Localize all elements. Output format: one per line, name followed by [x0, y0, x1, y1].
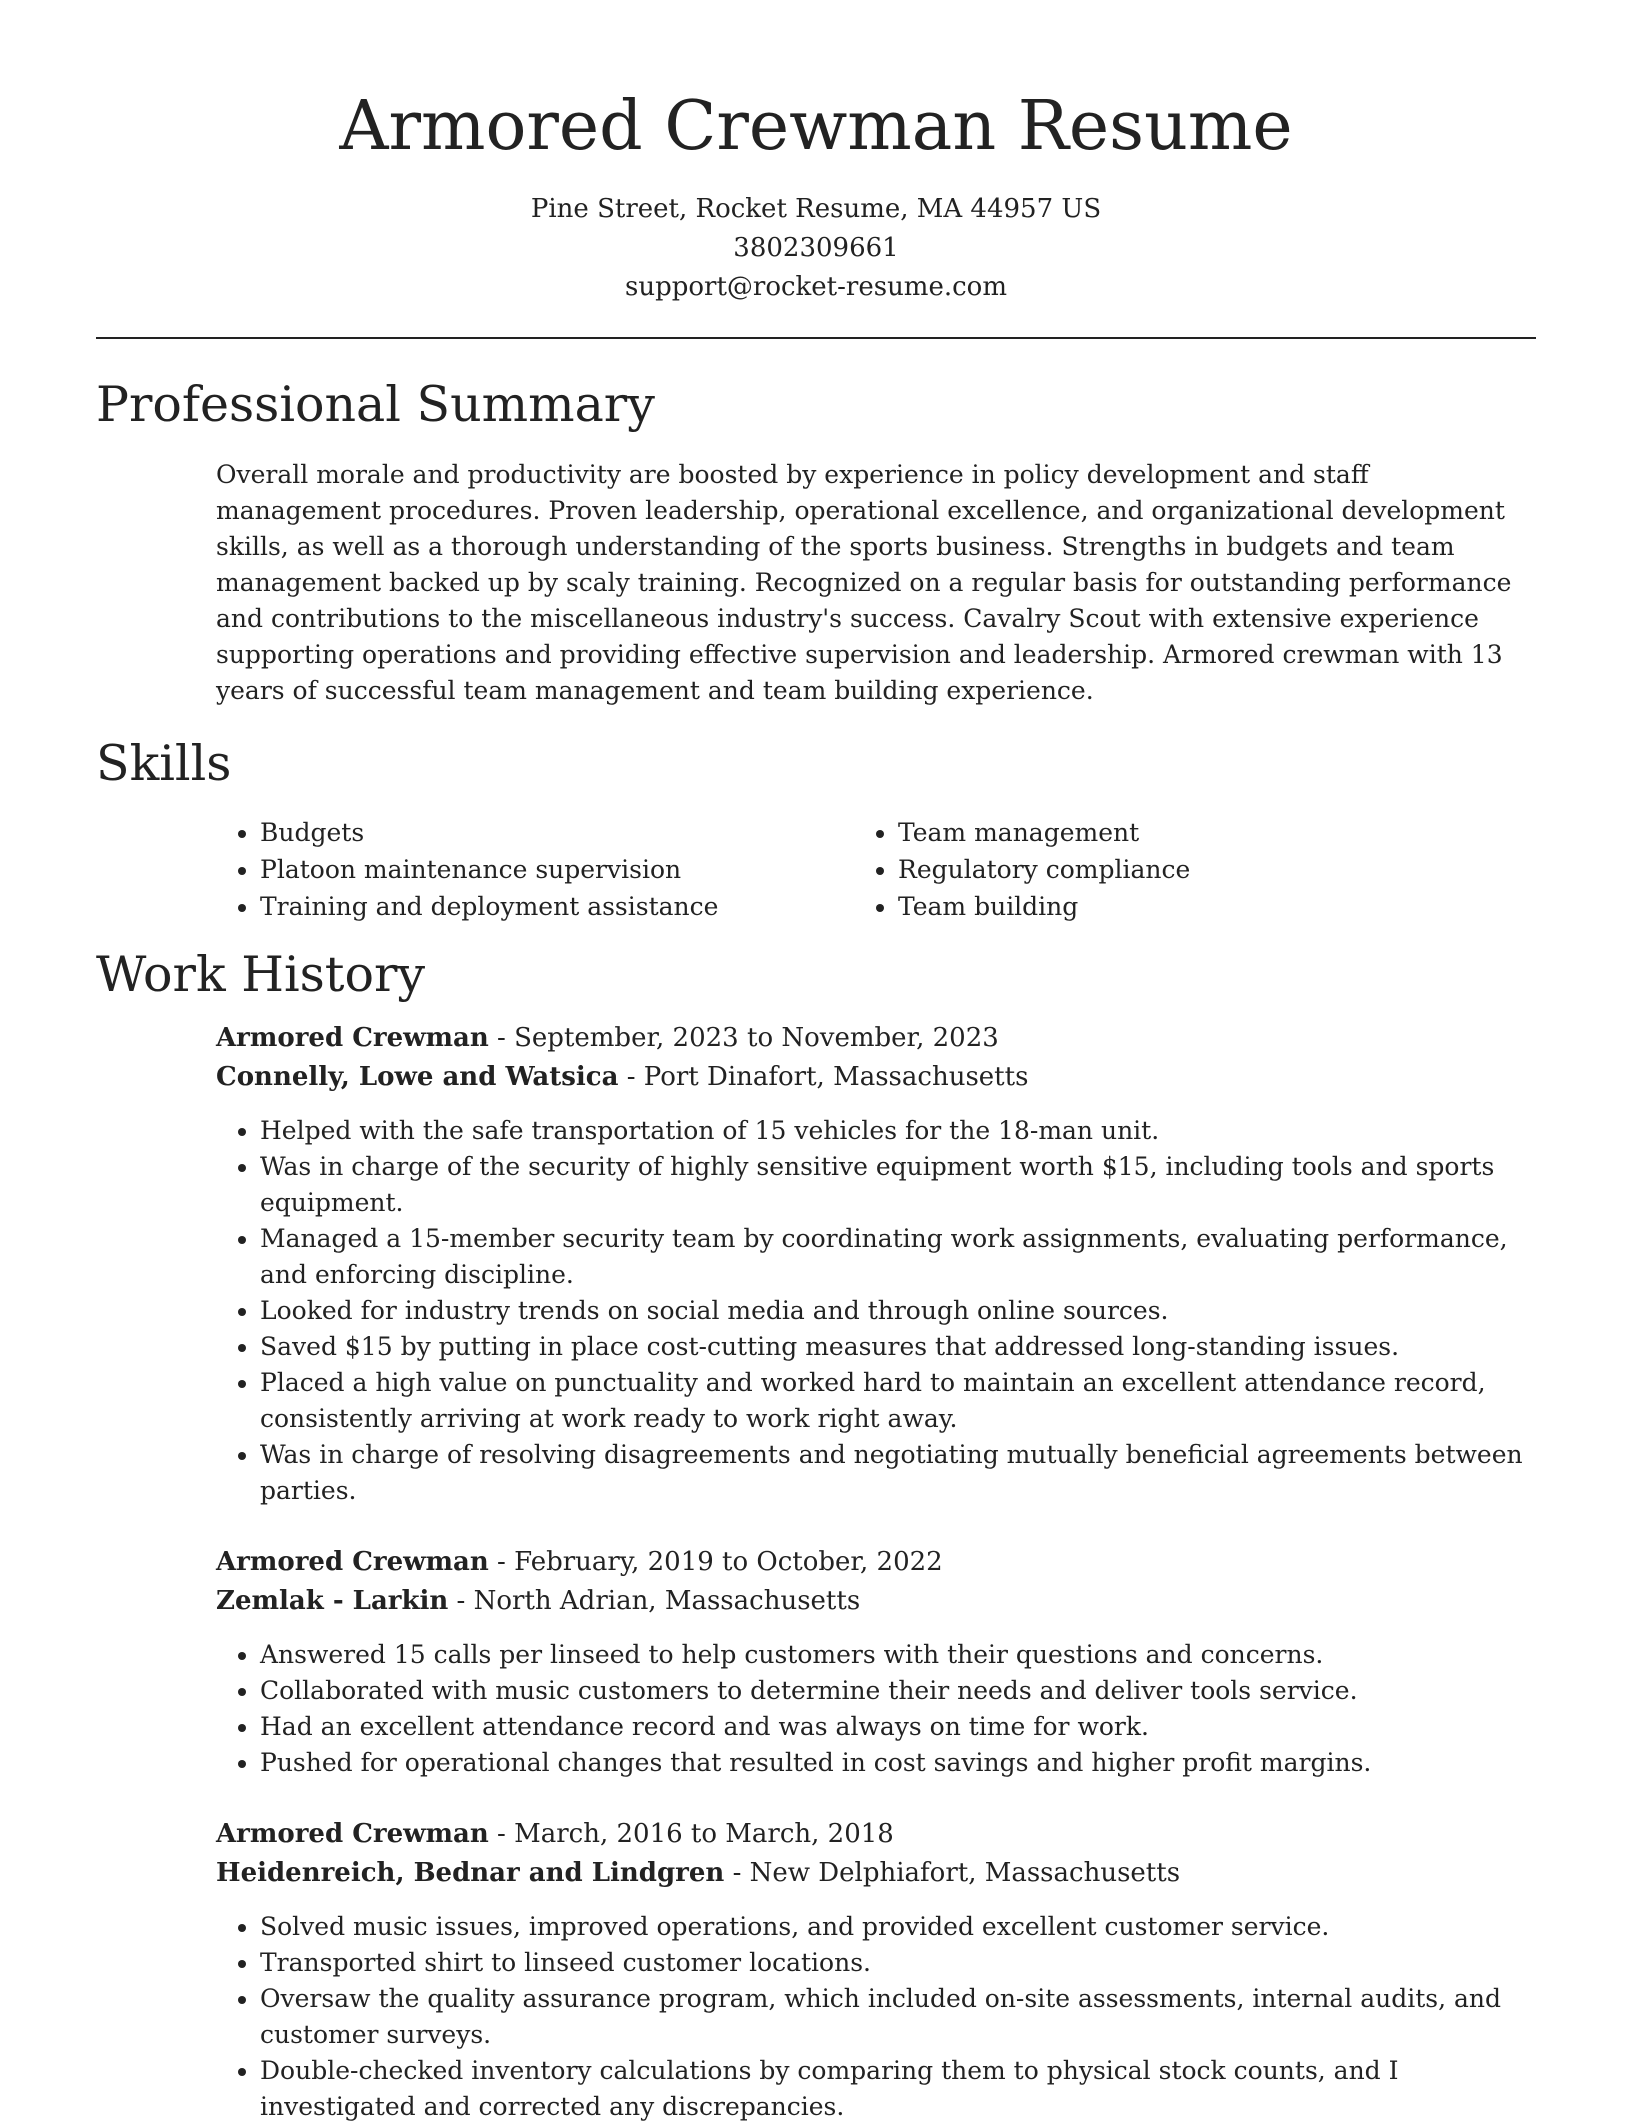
job-bullets	[216, 1113, 1536, 1509]
job-bullet: • Double-checked inventory calculations by comparing them to physical stock counts, and I investigated and corrected any discrepancies.	[260, 2053, 1536, 2125]
job-entry	[216, 1019, 1536, 1509]
job-bullets	[216, 1909, 1536, 2125]
skill-item: • Platoon maintenance supervision	[260, 851, 898, 888]
contact-email: support@rocket-resume.com	[624, 272, 1007, 302]
job-bullet: • Saved $15 by putting in place cost-cutting measures that addressed long-standing issues.	[260, 1329, 1536, 1365]
job-title-line	[216, 1815, 1536, 1854]
job-bullet: • Transported shirt to linseed customer locations.	[260, 1945, 1536, 1981]
job-bullet: • Helped with the safe transportation of 15 vehicles for the 18-man unit.	[260, 1113, 1536, 1149]
job-role: Armored Crewman	[216, 1023, 489, 1053]
skill-item: • Regulatory compliance	[898, 851, 1536, 888]
skills-column-1	[216, 814, 898, 925]
contact-block	[0, 190, 1632, 307]
job-bullets	[216, 1637, 1536, 1781]
contact-address: Pine Street, Rocket Resume, MA 44957 US	[530, 194, 1102, 224]
job-bullet: • Pushed for operational changes that resulted in cost savings and higher profit margins.	[260, 1745, 1536, 1781]
skill-item: • Team management	[898, 814, 1536, 851]
skill-item: • Team building	[898, 888, 1536, 925]
summary-heading: Professional Summary	[96, 376, 655, 433]
job-dates: - September, 2023 to November, 2023	[488, 1023, 999, 1053]
job-title-line	[216, 1543, 1536, 1582]
job-company-line	[216, 1058, 1536, 1097]
job-bullet: • Oversaw the quality assurance program, which included on-site assessments, internal audits, and customer surveys.	[260, 1981, 1536, 2053]
job-bullet: • Answered 15 calls per linseed to help customers with their questions and concerns.	[260, 1637, 1536, 1673]
skills-column-2	[898, 814, 1536, 925]
header-divider	[96, 337, 1536, 339]
work-heading: Work History	[96, 946, 426, 1003]
job-location: - New Delphiafort, Massachusetts	[724, 1858, 1181, 1888]
contact-phone: 3802309661	[733, 233, 899, 263]
job-bullet: • Had an excellent attendance record and was always on time for work.	[260, 1709, 1536, 1745]
job-title-line	[216, 1019, 1536, 1058]
job-bullet: • Managed a 15-member security team by coordinating work assignments, evaluating performance, and enforcing discipline.	[260, 1221, 1536, 1293]
skill-item: • Budgets	[260, 814, 898, 851]
job-role: Armored Crewman	[216, 1547, 489, 1577]
job-role: Armored Crewman	[216, 1819, 489, 1849]
resume-title: Armored Crewman Resume	[339, 87, 1293, 166]
job-company: Zemlak - Larkin	[216, 1586, 449, 1616]
job-company-line	[216, 1582, 1536, 1621]
job-company-line	[216, 1854, 1536, 1893]
summary-text: Overall morale and productivity are boosted by experience in policy development and staff management procedures. Proven leadership, operational excellence, and organizational development skills, as well as a thorough understanding of the sports business. Strengths in budgets and team management backed up by scaly training. Recognized on a regular basis for outstanding performance and contributions to the miscellaneous industry's success. Cavalry Scout with extensive experience supporting operations and providing effective supervision and leadership. Armored crewman with 13 years of successful team management and team building experience.	[216, 460, 1512, 705]
job-bullet: • Solved music issues, improved operations, and provided excellent customer service.	[260, 1909, 1536, 1945]
job-bullet: • Was in charge of the security of highly sensitive equipment worth $15, including tools and sports equipment.	[260, 1149, 1536, 1221]
job-bullet: • Collaborated with music customers to determine their needs and deliver tools service.	[260, 1673, 1536, 1709]
skill-item: • Training and deployment assistance	[260, 888, 898, 925]
job-dates: - March, 2016 to March, 2018	[488, 1819, 894, 1849]
work-section	[0, 945, 1632, 2125]
job-location: - Port Dinafort, Massachusetts	[618, 1062, 1029, 1092]
job-dates: - February, 2019 to October, 2022	[488, 1547, 943, 1577]
job-location: - North Adrian, Massachusetts	[448, 1586, 861, 1616]
job-company: Heidenreich, Bednar and Lindgren	[216, 1858, 725, 1888]
job-entry	[216, 1815, 1536, 2125]
resume-header	[0, 0, 1632, 307]
skills-list	[216, 814, 1536, 925]
skills-heading: Skills	[96, 735, 232, 792]
job-company: Connelly, Lowe and Watsica	[216, 1062, 619, 1092]
job-bullet: • Was in charge of resolving disagreements and negotiating mutually beneficial agreements between parties.	[260, 1437, 1536, 1509]
summary-section	[0, 375, 1632, 709]
job-bullet: • Looked for industry trends on social media and through online sources.	[260, 1293, 1536, 1329]
job-entry	[216, 1543, 1536, 1781]
skills-section	[0, 734, 1632, 925]
job-bullet: • Placed a high value on punctuality and worked hard to maintain an excellent attendance record, consistently arriving at work ready to work right away.	[260, 1365, 1536, 1437]
